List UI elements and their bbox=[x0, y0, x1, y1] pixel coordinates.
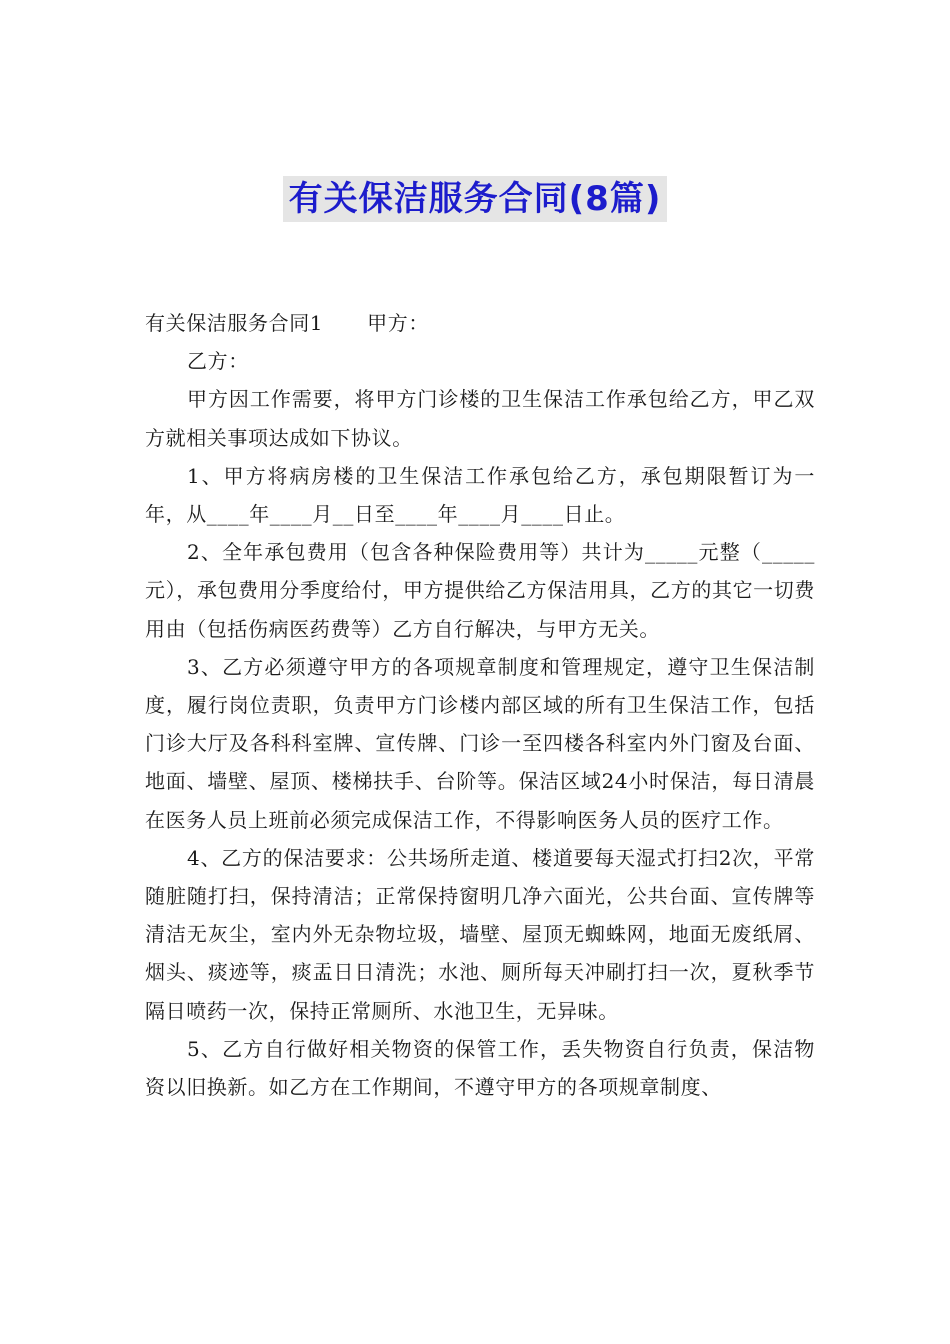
clause-1: 1、甲方将病房楼的卫生保洁工作承包给乙方，承包期限暂订为一年，从____年____月__日至____年____月____日止。 bbox=[145, 463, 815, 527]
party-b-label: 乙方： bbox=[187, 349, 249, 374]
section-heading-line bbox=[145, 304, 815, 342]
paragraph-intro: 甲方因工作需要，将甲方门诊楼的卫生保洁工作承包给乙方，甲乙双方就相关事项达成如下协议。 bbox=[145, 387, 815, 450]
clause-2: 2、全年承包费用（包含各种保险费用等）共计为_____元整（_____元），承包费用分季度给付，甲方提供给乙方保洁用具，乙方的其它一切费用由（包括伤病医药费等）乙方自行解决，与甲方无关。 bbox=[145, 540, 815, 641]
title-wrapper bbox=[0, 176, 950, 222]
document-title: 有关保洁服务合同(8篇) bbox=[283, 176, 668, 222]
clause-4: 4、乙方的保洁要求：公共场所走道、楼道要每天湿式打扫2次，平常随脏随打扫，保持清洁；正常保持窗明几净六面光，公共台面、宣传牌等清洁无灰尘，室内外无杂物垃圾，墙壁、屋顶无蜘蛛网，地面无废纸屑、烟头、痰迹等，痰盂日日清洗；水池、厕所每天冲刷打扫一次，夏秋季节隔日喷药一次，保持正常厕所、水池卫生，无异味。 bbox=[145, 845, 815, 1023]
clause-3: 3、乙方必须遵守甲方的各项规章制度和管理规定，遵守卫生保洁制度，履行岗位责职，负责甲方门诊楼内部区域的所有卫生保洁工作，包括门诊大厅及各科科室牌、宣传牌、门诊一至四楼各科室内外门窗及台面、地面、墙壁、屋顶、楼梯扶手、台阶等。保洁区域24小时保洁，每日清晨在医务人员上班前必须完成保洁工作，不得影响医务人员的医疗工作。 bbox=[145, 654, 815, 832]
party-a-label: 甲方： bbox=[367, 311, 429, 335]
document-body bbox=[145, 304, 815, 1106]
clause-5: 5、乙方自行做好相关物资的保管工作，丢失物资自行负责，保洁物资以旧换新。如乙方在工作期间，不遵守甲方的各项规章制度、 bbox=[145, 1036, 815, 1100]
section-heading: 有关保洁服务合同1 bbox=[145, 311, 324, 335]
